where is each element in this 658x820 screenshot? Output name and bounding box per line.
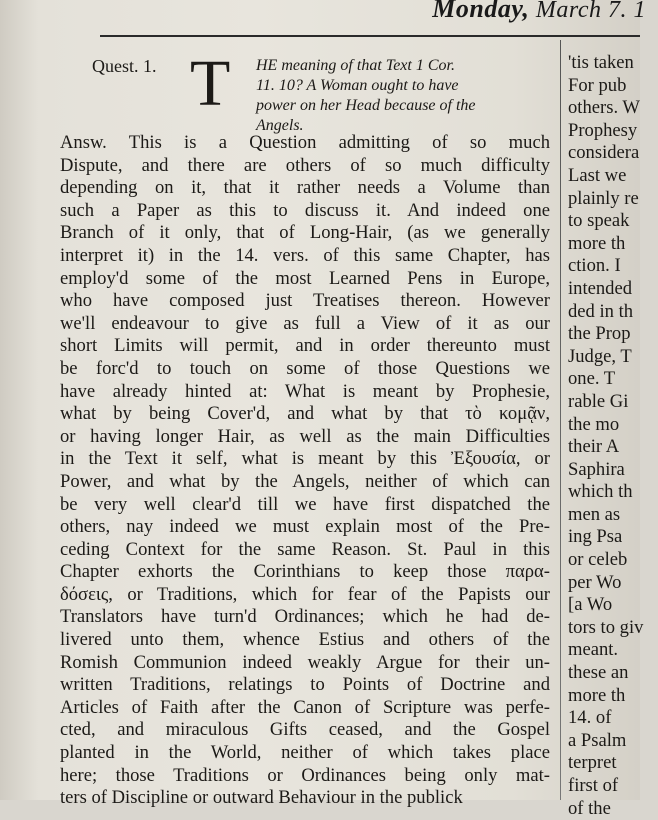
answer-line: others, nay indeed we must explain most of the Pre- <box>60 516 550 538</box>
answer-line: Dispute, and there are others of so much difficulty <box>60 154 550 176</box>
answer-line: Translators have turn'd Ordinances; which he had de- <box>60 606 550 628</box>
right-column-line: to speak <box>568 210 630 232</box>
right-column-line: per Wo <box>568 571 622 593</box>
answer-line: we'll endeavour to give as full a View of it as our <box>60 312 550 334</box>
right-column-line: of the <box>568 797 611 819</box>
answer-line: livered unto them, whence Estius and others of the <box>60 629 550 651</box>
right-column-line: plainly re <box>568 187 639 209</box>
question-line: 11. 10? A Woman ought to have <box>256 77 459 94</box>
answer-line: who have composed just Treatises thereon. However <box>60 290 550 312</box>
answer-line: ceding Context for the same Reason. St. Paul in this <box>60 538 550 560</box>
right-column-line: which th <box>568 481 633 503</box>
answer-line: short Limits will permit, and in order thereunto must <box>60 335 550 357</box>
right-column-line: their A <box>568 436 620 458</box>
answer-line: δόσεις, or Traditions, which for fear of the Papists our <box>60 583 550 605</box>
answer-line: Answ. This is a Question admitting of so much <box>60 132 550 153</box>
right-column-line: terpret <box>568 752 617 774</box>
right-column-line: a Psalm <box>568 729 627 751</box>
answer-line: depending on it, that it rather needs a Volume than <box>60 177 550 199</box>
right-column-line: the Prop <box>568 323 631 345</box>
answer-line: Branch of it only, that of Long-Hair, (as we generally <box>60 222 550 244</box>
question-line: Angels. <box>256 117 304 134</box>
right-column-line: or celeb <box>568 549 628 571</box>
answer-line: or having longer Hair, as well as the main Difficulties <box>60 425 550 447</box>
question-label: Quest. 1. <box>92 56 157 76</box>
right-column-line: Saphira <box>568 458 625 480</box>
right-column-line: ded in th <box>568 300 634 322</box>
right-column-line: For pub <box>568 74 627 96</box>
right-column-line: others. W <box>568 97 640 119</box>
right-column-line: [a Wo <box>568 594 613 616</box>
answer-line: be forc'd to touch on some of those Questions we <box>60 357 550 379</box>
answer-line: Articles of Faith after the Canon of Scripture was perfe- <box>60 696 550 718</box>
right-column-line: Judge, T <box>568 345 632 367</box>
masthead-strip <box>0 0 646 36</box>
answer-line: have already hinted at: What is meant by Prophesie, <box>60 380 550 402</box>
right-column-line: Prophesy <box>568 119 638 141</box>
answer-line: here; those Traditions or Ordinances being only mat- <box>60 764 550 786</box>
right-column-line: rable Gi <box>568 390 629 412</box>
right-column-line: considera <box>568 142 640 164</box>
right-column-line: ing Psa <box>568 526 623 548</box>
answer-line: what by being Cover'd, and what by that τὸ κομᾷν, <box>60 403 550 425</box>
right-column-line: 'tis taken <box>568 52 634 73</box>
drop-cap: T <box>190 47 231 120</box>
right-column-line: meant. <box>568 639 619 661</box>
right-column-line: first of <box>568 775 619 796</box>
right-column-line: more th <box>568 232 626 254</box>
answer-line: Chapter exhorts the Corinthians to keep those παρα- <box>60 561 550 583</box>
answer-line: planted in the World, neither of which takes place <box>60 742 550 764</box>
answer-line: in the Text it self, what is meant by this Ἐξουσία, or <box>60 448 550 470</box>
answer-line: cted, and miraculous Gifts ceased, and the Gospel <box>60 719 550 741</box>
right-column-line: tors to giv <box>568 616 644 638</box>
header-date: March 7. 1 <box>535 0 646 23</box>
answer-line: interpret it) in the 14. vers. of this same Chapter, has <box>60 244 550 266</box>
right-column-line: ction. I <box>568 255 621 277</box>
header-day: Monday, <box>432 0 530 23</box>
answer-line: such a Paper as this to discuss it. And indeed one <box>60 199 550 221</box>
right-column-line: 14. of <box>568 707 612 729</box>
right-column-line: intended <box>568 277 633 299</box>
right-column-line: men as <box>568 503 621 525</box>
question-line: HE meaning of that Text 1 Cor. <box>256 57 455 74</box>
column-divider <box>560 40 561 800</box>
adjacent-column-fragment <box>568 52 658 820</box>
date-header <box>432 0 646 24</box>
answer-line: Power, and what by the Angels, neither of which can <box>60 470 550 492</box>
question-text <box>256 56 546 136</box>
question-line: power on her Head because of the <box>256 97 476 114</box>
answer-line: written Traditions, relatings to Points of Doctrine and <box>60 674 550 696</box>
answer-line: ters of Discipline or outward Behaviour in the publick <box>60 787 463 809</box>
header-rule <box>100 35 640 37</box>
answer-body <box>60 132 550 810</box>
right-column-line: the mo <box>568 413 620 435</box>
right-column-line: one. T <box>568 368 616 390</box>
right-column-line: these an <box>568 662 629 684</box>
answer-line: employ'd some of the most Learned Pens in Europe, <box>60 267 550 289</box>
answer-line: Romish Communion indeed weakly Argue for their un- <box>60 651 550 673</box>
right-column-line: Last we <box>568 164 627 186</box>
answer-line: be very well clear'd till we have first dispatched the <box>60 493 550 515</box>
right-column-line: more th <box>568 684 626 706</box>
